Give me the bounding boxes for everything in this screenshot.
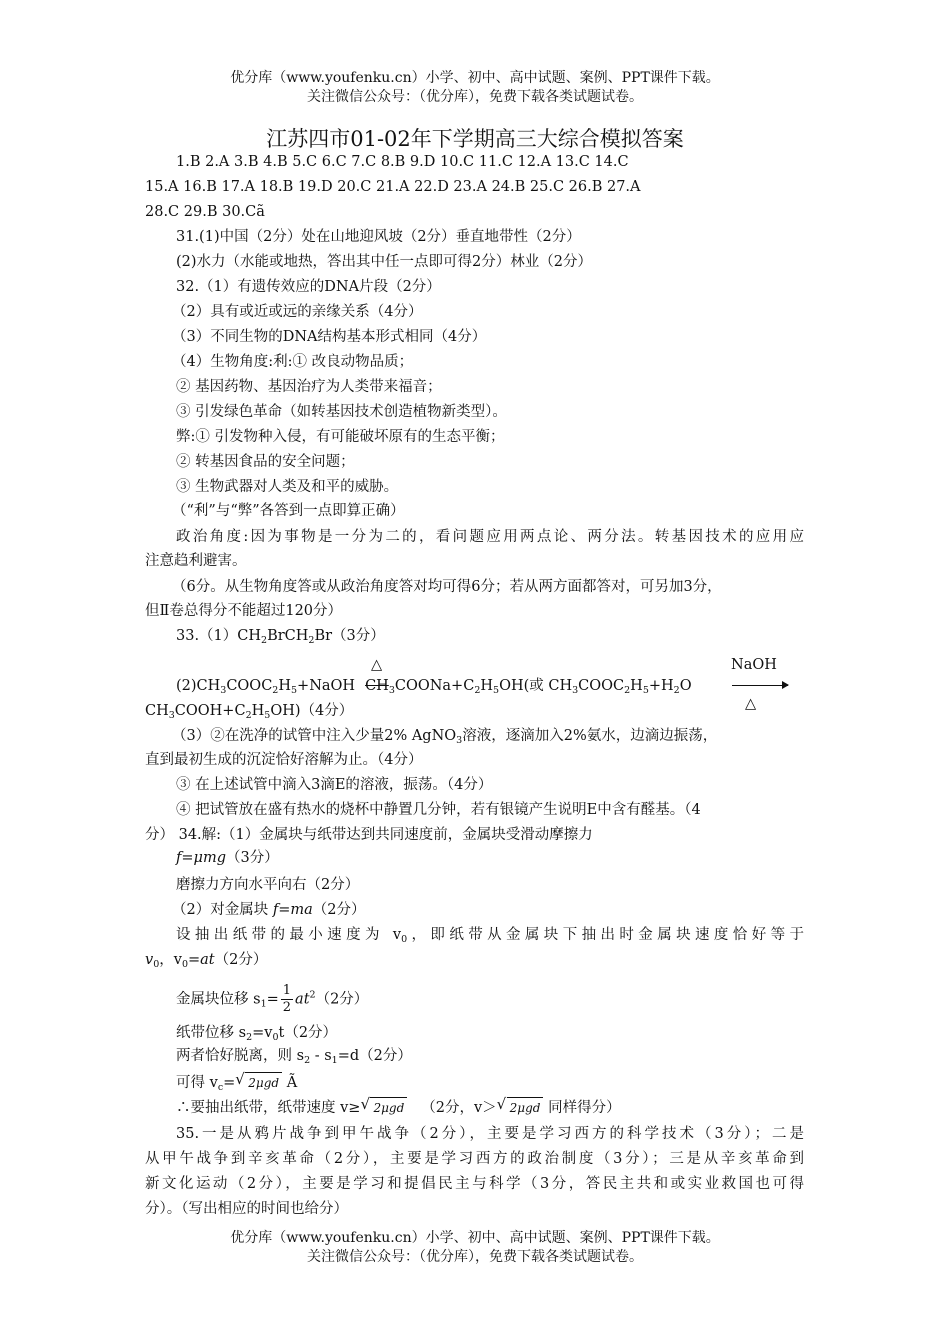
- q35-line-3: 新文化运动（2分），主要是学习和提倡民主与科学（3分，答民主共和或实业救国也可得: [145, 1176, 804, 1192]
- q32-line-7: 弊:① 引发物种入侵，有可能破坏原有的生态平衡；: [176, 429, 505, 445]
- header-line-1: 优分库（www.youfenku.cn）小学、初中、高中试题、案例、PPT课件下载。: [230, 70, 720, 86]
- heat-condition-label-1: △: [371, 657, 383, 673]
- q31-line-1: 31.(1)中国（2分）处在山地迎风坡（2分）垂直地带性（2分）: [176, 229, 581, 245]
- q35-line-2: 从甲午战争到辛亥革命（2分），主要是学习西方的政治制度（3分）；三是从辛亥革命到: [145, 1151, 804, 1167]
- q32-score-line-2: 但Ⅱ卷总得分不能超过120分）: [145, 603, 343, 619]
- q32-line-3: （3）不同生物的DNA结构基本形式相同（4分）: [172, 329, 487, 345]
- q33-part3-line-4: ④ 把试管放在盛有热水的烧杯中静置几分钟，若有银镜产生说明E中含有醛基。（4: [176, 802, 701, 818]
- q34-conclusion: ∴要抽出纸带，纸带速度 v≥√ 2μgd （2分，v＞√ 2μgd 同样得分）: [176, 1097, 621, 1118]
- q34-separation-condition: 两者恰好脱离，则 $s_2 - s_1=d(2$分）: [176, 1048, 412, 1066]
- q35-line-4: 分）。（写出相应的时间也给分）: [145, 1201, 348, 1217]
- q34-part2-line: （2）对金属块 f=ma（2分）: [172, 902, 366, 918]
- answers-row-2: 15.A 16.B 17.A 18.B 19.D 20.C 21.A 22.D 23.A 24.B 25.C 26.B 27.A: [145, 179, 641, 195]
- q31-line-2: (2)水力（水能或地热，答出其中任一点即可得2分）林业（2分）: [176, 254, 592, 270]
- heat-condition-label-2: △: [745, 696, 757, 712]
- q33-part3-line-3: ③ 在上述试管中滴入3滴E的溶液，振荡。（4分）: [176, 777, 493, 793]
- q32-line-1: 32.（1）有遗传效应的DNA片段（2分）: [176, 279, 441, 295]
- q34-min-speed-line-1: 设抽出纸带的最小速度为 $v_0$，即纸带从金属块下抽出时金属块速度恰好等于: [176, 927, 804, 945]
- footer-line-1: 优分库（www.youfenku.cn）小学、初中、高中试题、案例、PPT课件下载。: [230, 1230, 720, 1246]
- q32-line-8: ② 转基因食品的安全问题；: [176, 454, 355, 470]
- q34-tape-displacement: 纸带位移 $s_2=v_0t(2$分）: [176, 1025, 338, 1043]
- q33-line-1: $33.(1)CH_2BrCH_2Br(3$分）: [176, 628, 385, 646]
- one-half-fraction: $\frac{1}{2}$: [282, 983, 292, 1015]
- sqrt-2-mu-g-d: √ 2μgd: [245, 1072, 282, 1093]
- page-title: 江苏四市01-02年下学期高三大综合模拟答案: [266, 127, 684, 151]
- header-line-2: 关注微信公众号：（优分库），免费下载各类试题试卷。: [307, 89, 643, 105]
- q34-friction-direction: 磨擦力方向水平向右（2分）: [176, 877, 360, 893]
- q33-q34-line: 分） 34.解:（1）金属块与纸带达到共同速度前，金属块受滑动摩擦力: [145, 827, 593, 843]
- q32-politics-line-1: 政治角度:因为事物是一分为二的，看问题应用两点论、两分法。转基因技术的应用应: [176, 529, 804, 545]
- q33-equation-line: $(2)CH_3COOC_2H_5+NaOH$ $CH_3COONa+C_2H_5OH$(或 $CH_3COOC_2H_5+H_2O$: [176, 678, 692, 696]
- q34-friction-formula: f=μmg（3分）: [176, 850, 279, 866]
- q33-part3-line-2: 直到最初生成的沉淀恰好溶解为止。（4分）: [145, 752, 423, 768]
- q33-part3-line-1: （3）②在洗净的试管中注入少量2% AgNO$_3$溶液，逐滴加入2%氨水，边滴边振荡，: [172, 728, 718, 746]
- sqrt-2-mu-g-d: √ 2μgd: [507, 1097, 544, 1118]
- reaction-arrow: [732, 685, 788, 686]
- q32-score-line-1: （6分。从生物角度答或从政治角度答对均可得6分；若从两方面都答对，可另加3分，: [172, 579, 722, 595]
- q34-min-speed-line-2: $v_0$，$v_0=at(2$分）: [145, 952, 268, 970]
- q32-line-9: ③ 生物武器对人类及和平的威胁。: [176, 479, 399, 495]
- q34-block-displacement: 金属块位移 $s_1=$ $\frac{1}{2}$ $at^2(2$分）: [176, 983, 369, 1015]
- q32-line-5: ② 基因药物、基因治疗为人类带来福音；: [176, 379, 442, 395]
- naoh-condition-label: NaOH: [731, 657, 777, 673]
- q32-line-4: （4）生物角度:利:① 改良动物品质；: [172, 354, 414, 370]
- q35-line-1: 35.一是从鸦片战争到甲午战争（2分），主要是学习西方的科学技术（3分）；二是: [176, 1126, 804, 1142]
- answers-row-3: 28.C 29.B 30.Cã: [145, 204, 265, 220]
- answers-row-1: 1.B 2.A 3.B 4.B 5.C 6.C 7.C 8.B 9.D 10.C 11.C 12.A 13.C 14.C: [176, 154, 629, 170]
- q32-line-2: （2）具有或近或远的亲缘关系（4分）: [172, 304, 423, 320]
- q34-result-velocity: 可得 $v_c=√$ 2μgd Ã: [176, 1072, 297, 1098]
- q32-line-6: ③ 引发绿色革命（如转基因技术创造植物新类型）。: [176, 404, 507, 420]
- q32-line-10: （“利”与“弊”各答到一点即算正确）: [172, 503, 405, 519]
- sqrt-2-mu-g-d: √ 2μgd: [370, 1097, 407, 1118]
- footer-line-2: 关注微信公众号：（优分库），免费下载各类试题试卷。: [307, 1249, 643, 1265]
- q33-equation-line-2: $CH_3COOH+C_2H_5OH)(4$分）: [145, 703, 354, 721]
- q32-politics-line-2: 注意趋利避害。: [145, 553, 247, 569]
